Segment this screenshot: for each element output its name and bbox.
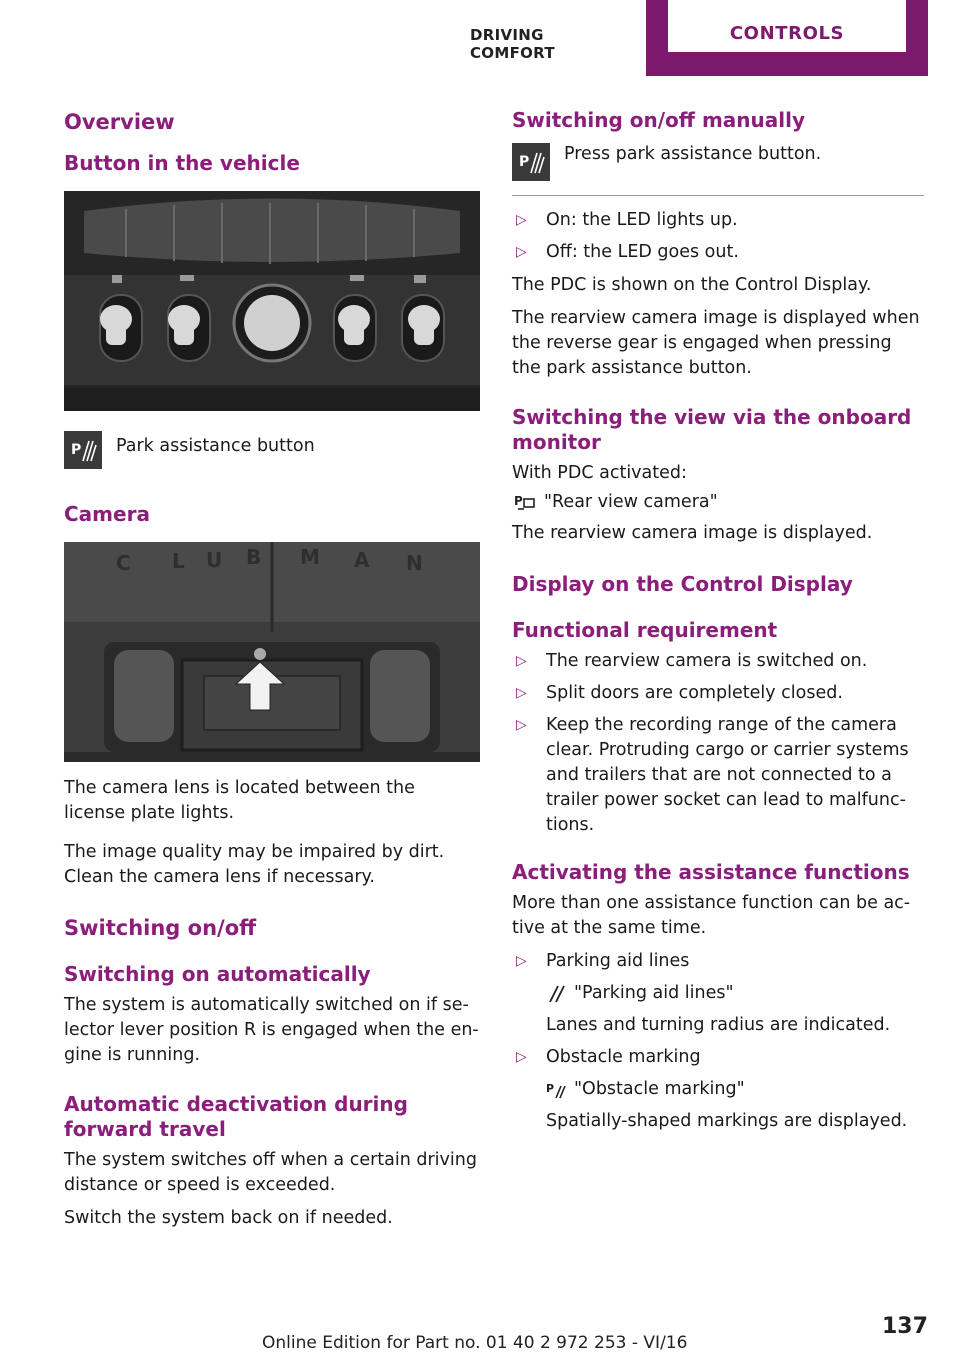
- svg-text:M: M: [300, 545, 320, 569]
- obstacle-marking-icon: [546, 1080, 568, 1100]
- parking-aid-lines-icon: [546, 984, 568, 1004]
- svg-text:A: A: [354, 548, 370, 572]
- right-column: [512, 108, 924, 1142]
- list-item: ▷ Off: the LED goes out.: [516, 242, 739, 262]
- auto-off-heading: Automatic deactivation during forward travel: [64, 1092, 408, 1141]
- activating-text: More than one assistance function can be ac‐tive at the same time.: [512, 893, 911, 938]
- assistance-bullet-list: [512, 949, 924, 1134]
- rear-view-menu-row: [512, 490, 924, 515]
- activating-heading: Activating the assistance functions: [512, 860, 910, 884]
- camera-quality-text: The image quality may be impaired by dirt. Clean the camera lens if necessary.: [64, 842, 445, 887]
- list-item: ▷ Obstacle marking P "Obstacle marking" Spatially-shaped markings are displayed.: [512, 1045, 924, 1134]
- pdc-display-text: The PDC is shown on the Control Display.: [512, 275, 872, 295]
- park-button-caption: Park assistance button: [116, 436, 315, 456]
- parking-aid-menu-row: [546, 981, 924, 1006]
- manual-heading: Switching on/off manually: [512, 108, 806, 132]
- manual-bullet-list: [512, 208, 924, 265]
- camera-lens-location-text: The camera lens is located between the license plate lights.: [64, 778, 415, 823]
- header-tab-label: CONTROLS: [668, 0, 906, 52]
- svg-text:C: C: [116, 551, 131, 575]
- obstacle-label: Obstacle marking: [546, 1047, 701, 1067]
- obstacle-desc: Spatially-shaped markings are displayed.: [546, 1111, 908, 1131]
- rear-view-camera-icon: [512, 493, 538, 513]
- switching-heading: Switching on/off: [64, 916, 257, 940]
- overview-heading: Overview: [64, 110, 175, 134]
- svg-text:P: P: [71, 442, 82, 458]
- obstacle-menu-label: "Obstacle marking": [574, 1079, 745, 1099]
- display-heading: Display on the Control Display: [512, 572, 853, 596]
- manual-press-text: Press park assistance button.: [564, 144, 822, 164]
- parking-aid-label: Parking aid lines: [546, 951, 690, 971]
- manual-press-row: [512, 143, 924, 181]
- list-item: ▷ Parking aid lines "Parking aid lines" Lanes and turning radius are indicated.: [512, 949, 924, 1038]
- svg-text:L: L: [172, 549, 185, 573]
- left-column: [64, 108, 480, 1239]
- park-button-caption-row: [64, 431, 480, 469]
- auto-on-text: The system is automatically switched on if se‐lector lever position R is engaged when the en‐gine is running.: [64, 995, 479, 1065]
- view-pdc-text: With PDC activated:: [512, 463, 687, 483]
- page-number: 137: [882, 1314, 928, 1339]
- svg-text:B: B: [246, 545, 262, 569]
- divider: [512, 195, 924, 196]
- svg-text:P: P: [519, 154, 530, 170]
- parking-aid-menu-label: "Parking aid lines": [574, 983, 734, 1003]
- camera-heading: Camera: [64, 502, 150, 526]
- header-section-label: DRIVING COMFORT: [470, 26, 555, 62]
- list-item: ▷ Split doors are completely closed.: [516, 683, 843, 703]
- park-assistance-icon: [512, 143, 550, 181]
- switch-back-on-text: Switch the system back on if needed.: [64, 1208, 393, 1228]
- rearview-image-text: The rearview camera image is displayed.: [512, 523, 873, 543]
- rear-camera-photo: [64, 542, 480, 762]
- svg-text:N: N: [406, 551, 423, 575]
- rearview-display-text: The rearview camera image is displayed when the reverse gear is engaged when pressing the park assistance button.: [512, 308, 920, 378]
- list-item: ▷ Keep the recording range of the camera clear. Protruding cargo or carrier systems and trailers that are not connected to a trailer power socket can lead to malfunc‐tions.: [516, 715, 909, 835]
- button-vehicle-heading: Button in the vehicle: [64, 151, 300, 175]
- func-bullet-list: [512, 649, 924, 838]
- park-assistance-icon: [64, 431, 102, 469]
- rear-view-menu-label: "Rear view camera": [544, 492, 718, 512]
- view-heading: Switching the view via the onboard monitor: [512, 405, 912, 454]
- svg-text:P: P: [514, 493, 523, 508]
- auto-off-text: The system switches off when a certain driving distance or speed is exceeded.: [64, 1150, 477, 1195]
- footer-edition: Online Edition for Part no. 01 40 2 972 253 - VI/16: [262, 1333, 688, 1353]
- svg-text:P: P: [546, 1081, 555, 1095]
- auto-on-heading: Switching on automatically: [64, 962, 371, 986]
- header-tab: [646, 0, 928, 76]
- vehicle-buttons-photo: [64, 191, 480, 411]
- parking-aid-desc: Lanes and turning radius are indicated.: [546, 1015, 891, 1035]
- list-item: ▷ On: the LED lights up.: [516, 210, 738, 230]
- svg-text:U: U: [206, 548, 223, 572]
- functional-requirement-heading: Functional requirement: [512, 618, 778, 642]
- list-item: ▷ The rearview camera is switched on.: [516, 651, 868, 671]
- obstacle-menu-row: [546, 1077, 924, 1102]
